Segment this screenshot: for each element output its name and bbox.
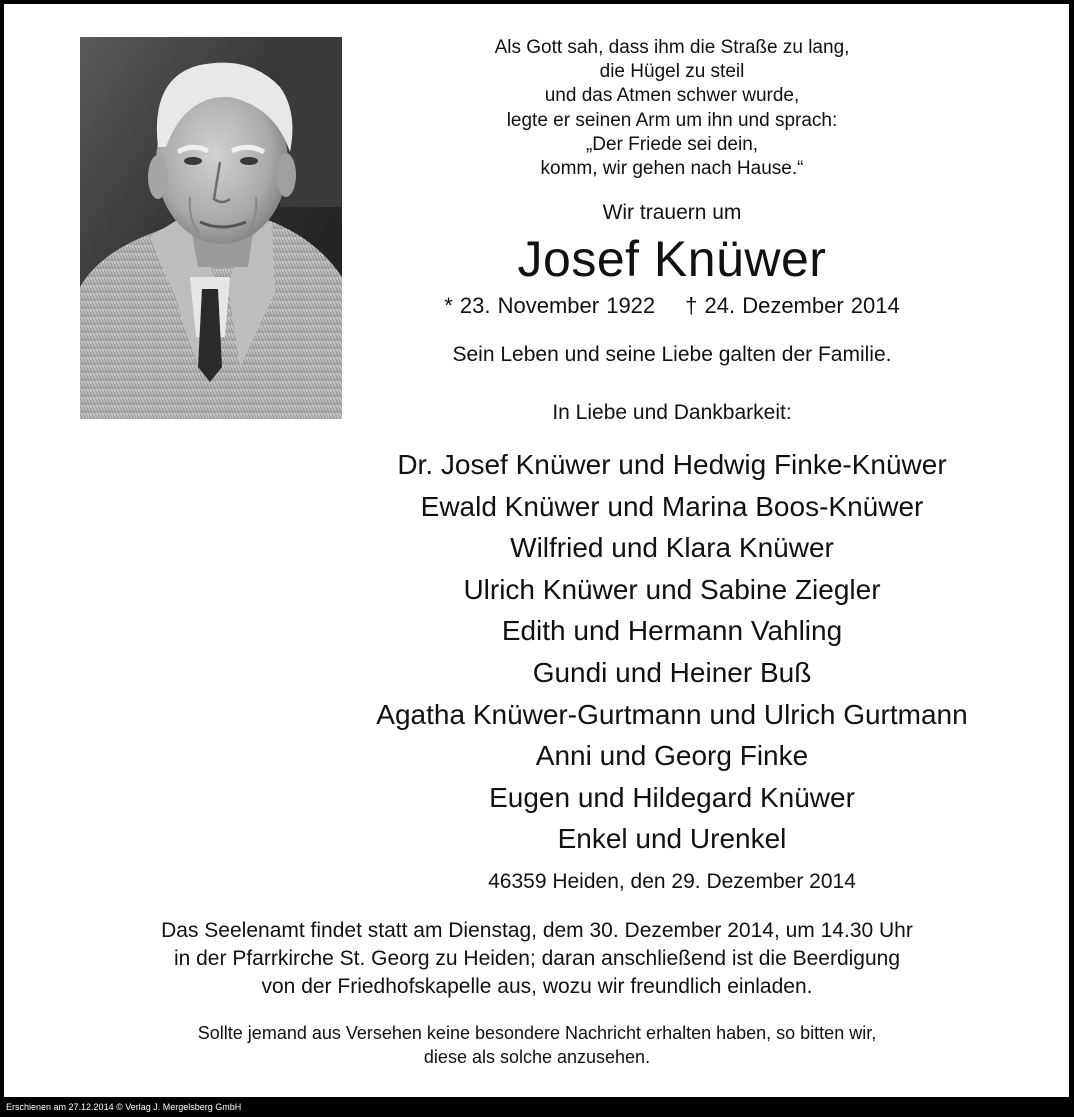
death-date: † 24. Dezember 2014: [685, 293, 900, 318]
service-line: Das Seelenamt findet statt am Dienstag, dem 30. Dezember 2014, um 14.30 Uhr: [161, 919, 913, 942]
poem-line: „Der Friede sei dein,: [585, 133, 759, 155]
mourner-entry: Enkel und Urenkel: [557, 823, 787, 855]
poem-line: und das Atmen schwer wurde,: [544, 85, 800, 107]
poem: [342, 36, 1002, 181]
mourner-entry: Wilfried und Klara Knüwer: [510, 532, 834, 564]
mourning-intro: Wir trauern um: [602, 201, 742, 224]
mourner-entry: Ulrich Knüwer und Sabine Ziegler: [463, 573, 881, 605]
mourner-entry: Edith und Hermann Vahling: [501, 615, 843, 647]
poem-line: legte er seinen Arm um ihn und sprach:: [506, 109, 838, 131]
service-line: in der Pfarrkirche St. Georg zu Heiden; daran anschließend ist die Beerdigung: [173, 947, 901, 970]
portrait-photo: [80, 37, 342, 419]
mourners-list: [342, 444, 1002, 860]
mourner-entry: Gundi und Heiner Buß: [532, 656, 812, 688]
life-dates: [342, 292, 1002, 320]
poem-line: die Hügel zu steil: [599, 61, 745, 83]
service-info: [60, 917, 1014, 1001]
mourner-entry: Anni und Georg Finke: [535, 740, 809, 772]
birth-date: * 23. November 1922: [444, 293, 656, 318]
motto: Sein Leben und seine Liebe galten der Familie.: [452, 343, 892, 366]
service-line: von der Friedhofskapelle aus, wozu wir freundlich einladen.: [261, 975, 813, 998]
mourner-entry: Eugen und Hildegard Knüwer: [489, 781, 855, 813]
place-date: 46359 Heiden, den 29. Dezember 2014: [488, 870, 856, 893]
note-line: diese als solche anzusehen.: [423, 1047, 651, 1067]
thanks-line: In Liebe und Dankbarkeit:: [552, 401, 792, 424]
poem-line: komm, wir gehen nach Hause.“: [540, 158, 804, 180]
mourner-entry: Agatha Knüwer-Gurtmann und Ulrich Gurtmann: [376, 698, 968, 730]
poem-line: Als Gott sah, dass ihm die Straße zu lang,: [494, 37, 850, 58]
publication-footer: Erschienen am 27.12.2014 © Verlag J. Mergelsberg GmbH: [6, 1102, 242, 1112]
notice-note: [60, 1021, 1014, 1069]
deceased-name: Josef Knüwer: [517, 231, 827, 287]
mourner-entry: Ewald Knüwer und Marina Boos-Knüwer: [420, 490, 924, 522]
note-line: Sollte jemand aus Versehen keine besondere Nachricht erhalten haben, so bitten wir,: [197, 1023, 877, 1043]
mourner-entry: Dr. Josef Knüwer und Hedwig Finke-Knüwer: [397, 449, 947, 480]
